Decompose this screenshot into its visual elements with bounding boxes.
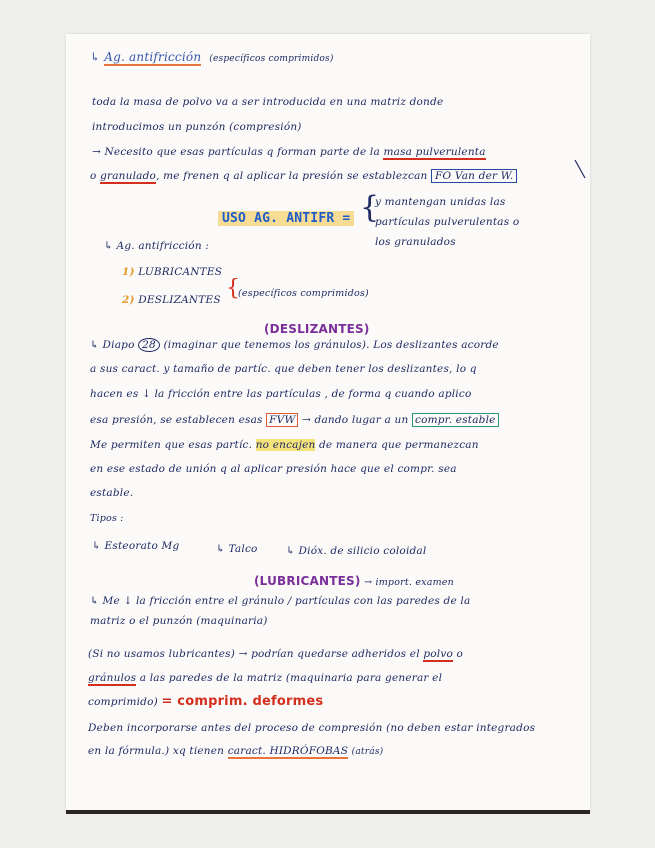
p1-line3-text: → Necesito que esas partículas q forman parte de la [92, 146, 380, 158]
item2-label: DESLIZANTES [138, 294, 221, 306]
masa-pulverulenta-mark: masa pulverulenta [383, 146, 486, 158]
heading-title: Ag. antifricción [104, 50, 202, 64]
p1-line4-text: , me frenen q al aplicar la presión se establezcan [156, 170, 428, 182]
items-note: (específicos comprimidos) [238, 288, 369, 299]
d-line5-a: Me permiten que esas partíc. [90, 439, 253, 451]
list-head: ↳ Ag. antifricción : [104, 240, 210, 252]
polvo-mark: polvo [423, 648, 453, 660]
d-line2: a sus caract. y tamaño de partíc. que deben tener los deslizantes, lo q [90, 363, 477, 375]
l-line2: matriz o el punzón (maquinaria) [90, 615, 268, 627]
d-line4-a: esa presión, se establecen esas [90, 414, 263, 426]
d-line1-a: ↳ Diapo [90, 339, 135, 351]
faint-arrow-stroke [575, 160, 585, 178]
p1-line4-o: o [90, 170, 97, 182]
uso-line1: y mantengan unidas las [375, 196, 506, 208]
l-line1: ↳ Me ↓ la fricción entre el gránulo / partículas con las paredes de la [90, 595, 471, 607]
p1-line1: toda la masa de polvo va a ser introducida en una matriz donde [92, 96, 444, 108]
d-line3: hacen es ↓ la fricción entre las partículas , de forma q cuando aplico [90, 388, 472, 400]
compr-estable-box: compr. estable [412, 413, 499, 427]
d-line7: estable. [90, 487, 134, 499]
item1-number: 1) [122, 266, 135, 278]
d-line5-b: de manera que permanezcan [319, 439, 479, 451]
hidrofobas-mark: caract. HIDRÓFOBAS [227, 745, 349, 757]
fvw-box: FVW [266, 413, 298, 427]
uso-line2: partículas pulverulentas o [375, 216, 520, 228]
granulos-mark: gránulos [88, 672, 137, 684]
item1-label: LUBRICANTES [138, 266, 223, 278]
uso-line3: los granulados [375, 236, 456, 248]
curly-brace-icon: { [360, 190, 380, 225]
l-line5-a: comprimido) [88, 696, 158, 708]
diapo-number: 28 [138, 338, 160, 352]
d-line6: en ese estado de unión q al aplicar presión hace que el compr. sea [90, 463, 457, 475]
l-line4-b: a las paredes de la matriz (maquinaria para generar el [139, 672, 443, 684]
lubricantes-title: (LUBRICANTES) [254, 574, 361, 588]
no-encajen-mark: no encajen [255, 439, 316, 451]
deslizantes-title: (DESLIZANTES) [264, 322, 370, 336]
granulado-mark: granulado [100, 170, 157, 182]
tipos-label: Tipos : [90, 513, 124, 524]
l-line7-c: (atrás) [351, 747, 384, 757]
l-line3-b: o [456, 648, 464, 660]
lubricantes-note: → import. examen [364, 577, 454, 588]
fo-van-der-waals-box: FO Van der W. [431, 169, 517, 183]
uso-label-text: USO AG. ANTIFR = [218, 211, 354, 226]
p1-line2: introducimos un punzón (compresión) [92, 121, 302, 133]
tipo-estearato: ↳ Esteorato Mg [92, 540, 180, 552]
l-line7-a: en la fórmula.) [88, 745, 170, 757]
l-line7-b: xq tienen [172, 745, 225, 757]
l-line3-a: (Si no usamos lubricantes) → podrían quedarse adheridos el [88, 648, 420, 660]
d-line1-b: (imaginar que tenemos los gránulos). Los deslizantes acorde [163, 339, 499, 351]
d-line4-b: → dando lugar a un [301, 414, 409, 426]
red-brace-icon: { [226, 276, 241, 301]
l-line6: Deben incorporarse antes del proceso de compresión (no deben estar integrados [88, 722, 536, 734]
tipo-dioxido: ↳ Dióx. de silicio coloidal [286, 545, 427, 557]
heading-note: (específicos comprimidos) [209, 54, 334, 64]
comprim-deformes: = comprim. deformes [161, 694, 324, 709]
heading-arrow: ↳ [90, 50, 101, 64]
tipo-talco: ↳ Talco [216, 543, 258, 555]
item2-number: 2) [122, 294, 135, 306]
